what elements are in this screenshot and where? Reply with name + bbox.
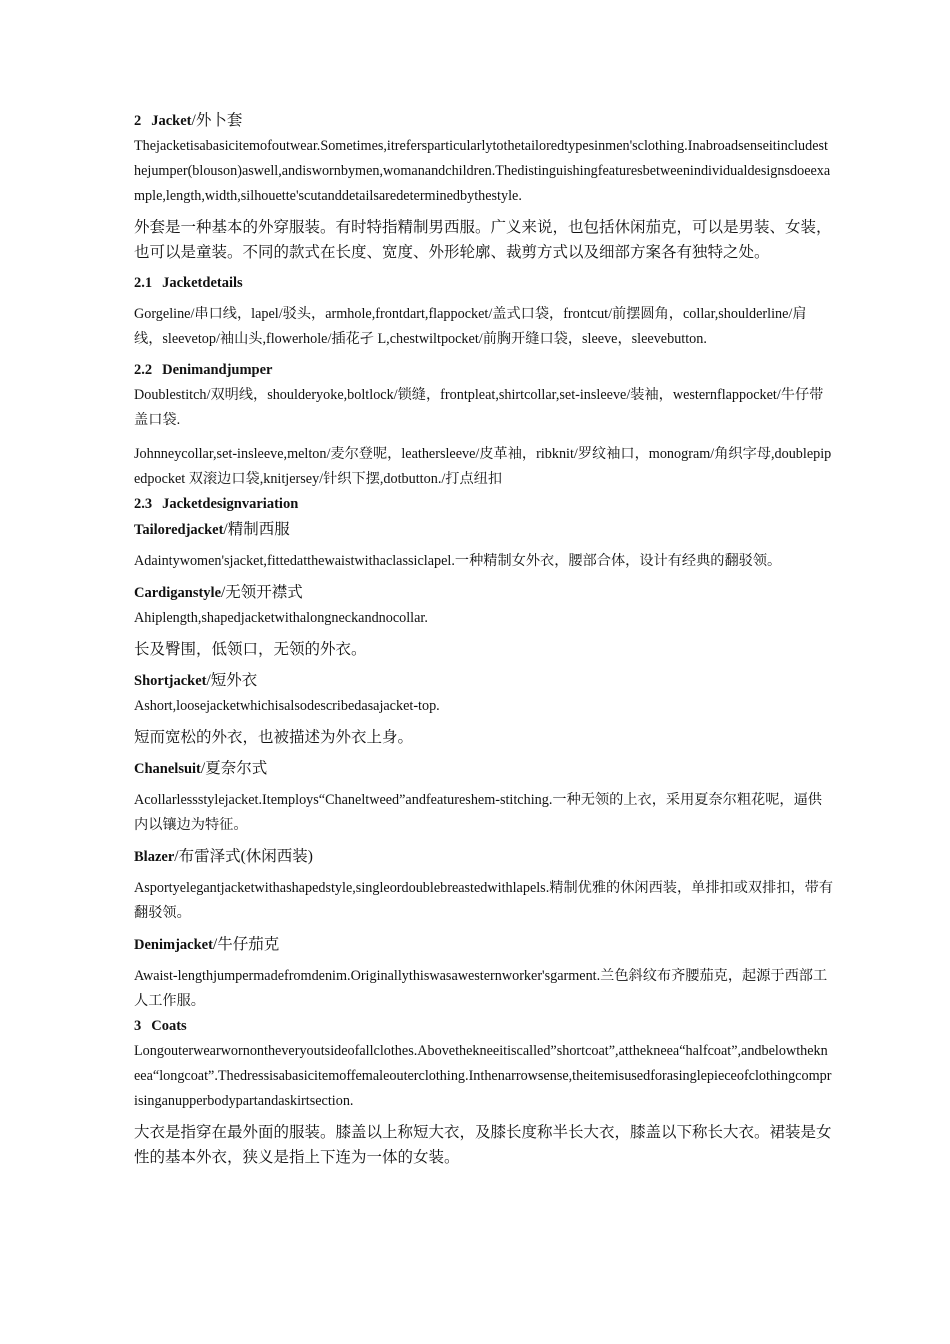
section-heading-2-2: 2.2 Denimandjumper — [134, 362, 273, 378]
variation-list — [134, 517, 834, 1014]
paragraph-zh: 外套是一种基本的外穿服装。有时特指精制男西服。广义来说，也包括休闲茄克，可以是男装、女装，也可以是童装。不同的款式在长度、宽度、外形轮廓、裁剪方式以及细部方案各有独特之处。 — [134, 219, 832, 261]
term-description-zh: 短而宽松的外衣，也被描述为外衣上身。 — [134, 729, 414, 746]
term-description-zh: 长及臀围，低领口，无领的外衣。 — [134, 641, 367, 658]
section-heading-3: 3 Coats — [134, 1018, 187, 1034]
section-heading-2: 2 Jacket/外卜套 — [134, 112, 243, 129]
term-title: Cardiganstyle/无领开襟式 — [134, 584, 303, 601]
document-page — [134, 108, 834, 1170]
term-description: Acollarlessstylejacket.Itemploys“Chaneltweed”andfeatureshem-stitching.一种无领的上衣，采用夏奈尔粗花呢，逼供内以镶边为特征。 — [134, 792, 822, 833]
term-description: Awaist-lengthjumpermadefromdenim.Originallythiswasawesternworker'sgarment.兰色斜纹布齐腰茄克，起源于西部工人工作服。 — [134, 968, 828, 1009]
term-description-en: Ahiplength,shapedjacketwithalongneckandnocollar. — [134, 610, 428, 626]
paragraph-zh: 大衣是指穿在最外面的服装。膝盖以上称短大衣，及膝长度称半长大衣，膝盖以下称长大衣。裙装是女性的基本外衣，狭义是指上下连为一体的女装。 — [134, 1124, 832, 1166]
section-heading-2-1: 2.1 Jacketdetails — [134, 275, 243, 291]
term-description: Asportyelegantjacketwithashapedstyle,singleordoublebreastedwithlapels.精制优雅的休闲西装，单排扣或双排扣，带有翻驳领。 — [134, 880, 834, 921]
section-heading-2-3: 2.3 Jacketdesignvariation — [134, 496, 299, 512]
paragraph-denim-1: Doublestitch/双明线，shoulderyoke,boltlock/锁缝，frontpleat,shirtcollar,set-insleeve/装袖，westernflappocket/牛仔带盖口袋. — [134, 387, 824, 428]
term-title: Chanelsuit/夏奈尔式 — [134, 760, 268, 777]
term-title: Blazer/布雷泽式(休闲西装) — [134, 848, 313, 865]
term-title: Denimjacket/牛仔茄克 — [134, 936, 280, 953]
term-title: Shortjacket/短外衣 — [134, 672, 258, 689]
term-description: Adaintywomen'sjacket,fittedatthewaistwithaclassiclapel.一种精制女外衣，腰部合体，设计有经典的翻驳领。 — [134, 553, 782, 569]
paragraph-jacket-details: Gorgeline/串口线，lapel/驳头，armhole,frontdart,flappocket/盖式口袋，frontcut/前摆圆角，collar,shoulderline/肩线，sleevetop/袖山头,flowerhole/插花孑 L,chestwiltpocket/前胸开缝口袋，sleeve，sleevebutton. — [134, 306, 807, 347]
term-description-en: Ashort,loosejacketwhichisalsodescribedasajacket-top. — [134, 698, 440, 714]
term-title: Tailoredjacket/精制西服 — [134, 521, 290, 538]
paragraph-denim-2: Johnneycollar,set-insleeve,melton/麦尔登呢，leathersleeve/皮革袖，ribknit/罗纹袖口，monogram/角织字母,doublepipedpocket 双滚边口袋,knitjersey/针织下摆,dotbutton./打点纽扣 — [134, 446, 832, 487]
paragraph-en: Thejacketisabasicitemofoutwear.Sometimes,itrefersparticularlytothetailoredtypesinmen'sclothing.Inabroadsenseitincludesthejumper(blouson)aswell,andiswornbymen,womanandchildren.Thedistinguishingfeaturesbetweenindividualdesignsdoeexample,length,width,silhouette'scutanddetailsaredeterminedbythestyle. — [134, 138, 831, 204]
paragraph-en: Longouterwearwornontheveryoutsideofallclothes.Abovethekneeitiscalled”shortcoat”,atthekneea“halfcoat”,andbelowthekneea“longcoat”.Thedressisabasicitemoffemaleouterclothing.Inthenarrowsense,theitemisusedforasinglepieceofclothingcomprisinganupperbodypartandaskirtsection. — [134, 1043, 832, 1109]
